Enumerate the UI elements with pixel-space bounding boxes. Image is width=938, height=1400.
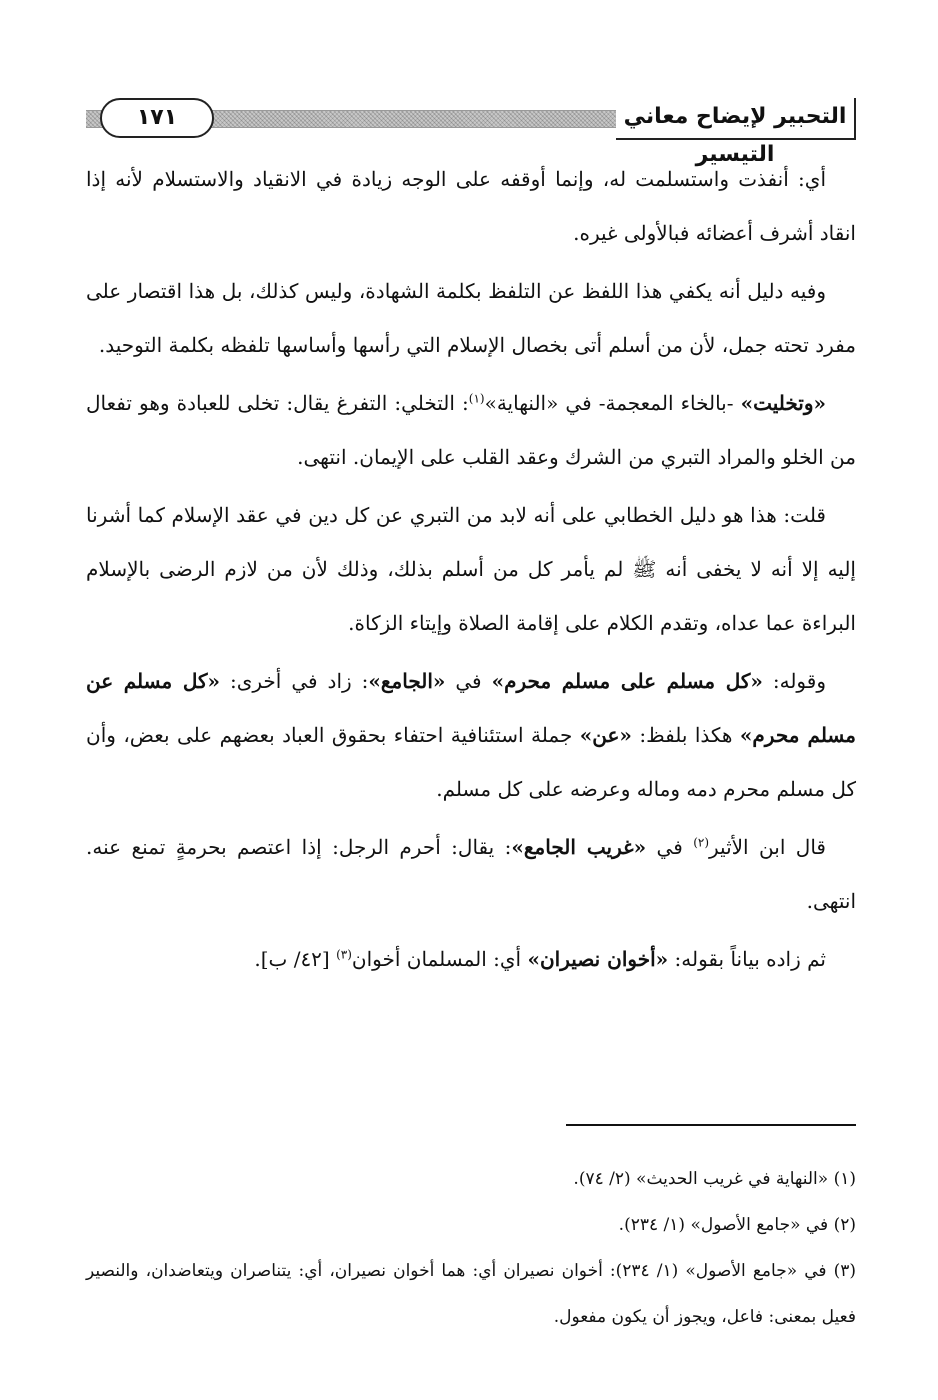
- paragraph-3-text-b: : التخلي: التفرغ يقال: تخلى للعبادة وهو تفعال من الخلو والمراد التبري من الشرك وعقد القلب على الإيمان. انتهى.: [86, 391, 856, 469]
- term-takhallayt: «وتخليت»: [740, 391, 827, 415]
- paragraph-5-text-a: وقوله:: [762, 669, 826, 693]
- footnote-ref-1: (١): [468, 391, 485, 406]
- footnote-3: (٣) في «جامع الأصول» (١/ ٢٣٤): أخوان نصيران أي: هما أخوان نصيران، أي: يتناصران ويتعاضدان، والنصير فعيل بمعنى: فاعل، ويجوز أن يكون مفعول.: [86, 1261, 856, 1327]
- main-text: [86, 152, 856, 990]
- footnotes: [86, 1156, 856, 1340]
- paragraph-3-text-a: -بالخاء المعجمة- في «النهاية»: [484, 391, 741, 415]
- paragraph-5-text-f: جملة استئنافية احتفاء بحقوق العباد بعضهم على بعض، وأن كل مسلم محرم دمه وماله وعرضه على كل مسلم.: [86, 723, 856, 801]
- paragraph-7-text-b: أي: المسلمان أخوان: [351, 947, 528, 971]
- footnote-separator: [566, 1124, 856, 1126]
- hadith-quote-2: «كل مسلم عن مسلم محرم»: [86, 669, 856, 747]
- paragraph-3: [86, 376, 856, 484]
- paragraph-5-text-c: في: [445, 669, 492, 693]
- paragraph-7-text-a: ثم زاده بياناً بقوله:: [668, 947, 826, 971]
- source-gharib-jami: «غريب الجامع»: [511, 835, 647, 859]
- paragraph-1: أي: أنفذت واستسلمت له، وإنما أوقفه على الوجه زيادة في الانقياد والاستسلام لأنه إذا انقاد أشرف أعضائه فبالأولى غيره.: [86, 167, 856, 245]
- paragraph-4: قلت: هذا هو دليل الخطابي على أنه لابد من التبري عن كل دين في عقد الإسلام كما أشرنا إليه إلا أنه لا يخفى أنه ﷺ لم يأمر كل من أسلم بذلك، وذلك لأن من لازم الرضى بالإسلام البراءة عما عداه، وتقدم الكلام على إقامة الصلاة وإيتاء الزكاة.: [86, 503, 856, 635]
- running-title: التحبير لإيضاح معاني التيسير: [616, 98, 856, 140]
- paragraph-7-text-c: [٤٢/ ب].: [254, 947, 337, 971]
- paragraph-6-text-b: في: [646, 835, 694, 859]
- footnote-ref-3: (٣): [336, 947, 352, 962]
- footnote-1: (١) «النهاية في غريب الحديث» (٢/ ٧٤).: [573, 1169, 856, 1189]
- paragraph-5: [86, 654, 856, 816]
- page-header: [86, 98, 856, 167]
- source-jami: «الجامع»: [368, 669, 446, 693]
- paragraph-6-text-c: : يقال: أحرم الرجل: إذا اعتصم بحرمةٍ تمنع عنه. انتهى.: [86, 835, 856, 913]
- page-number: ١٧١: [100, 98, 214, 138]
- paragraph-5-text-d: : زاد في أخرى:: [220, 669, 369, 693]
- paragraph-5-text-e: هكذا بلفظ:: [631, 723, 740, 747]
- word-an: «عن»: [579, 723, 632, 747]
- paragraph-7: [86, 932, 856, 986]
- paragraph-6: [86, 820, 856, 928]
- hadith-quote-3: «أخوان نصيران»: [527, 947, 669, 971]
- hadith-quote-1: «كل مسلم على مسلم محرم»: [491, 669, 763, 693]
- footnote-2: (٢) في «جامع الأصول» (١/ ٢٣٤).: [618, 1215, 856, 1235]
- paragraph-2: وفيه دليل أنه يكفي هذا اللفظ عن التلفظ بكلمة الشهادة، وليس كذلك، بل هذا اقتصار على مفرد تحته جمل، لأن من أسلم أتى بخصال الإسلام التي رأسها وأساسها تلفظه بكلمة التوحيد.: [86, 279, 856, 357]
- paragraph-6-text-a: قال ابن الأثير: [709, 835, 826, 859]
- footnote-ref-2: (٢): [693, 835, 710, 850]
